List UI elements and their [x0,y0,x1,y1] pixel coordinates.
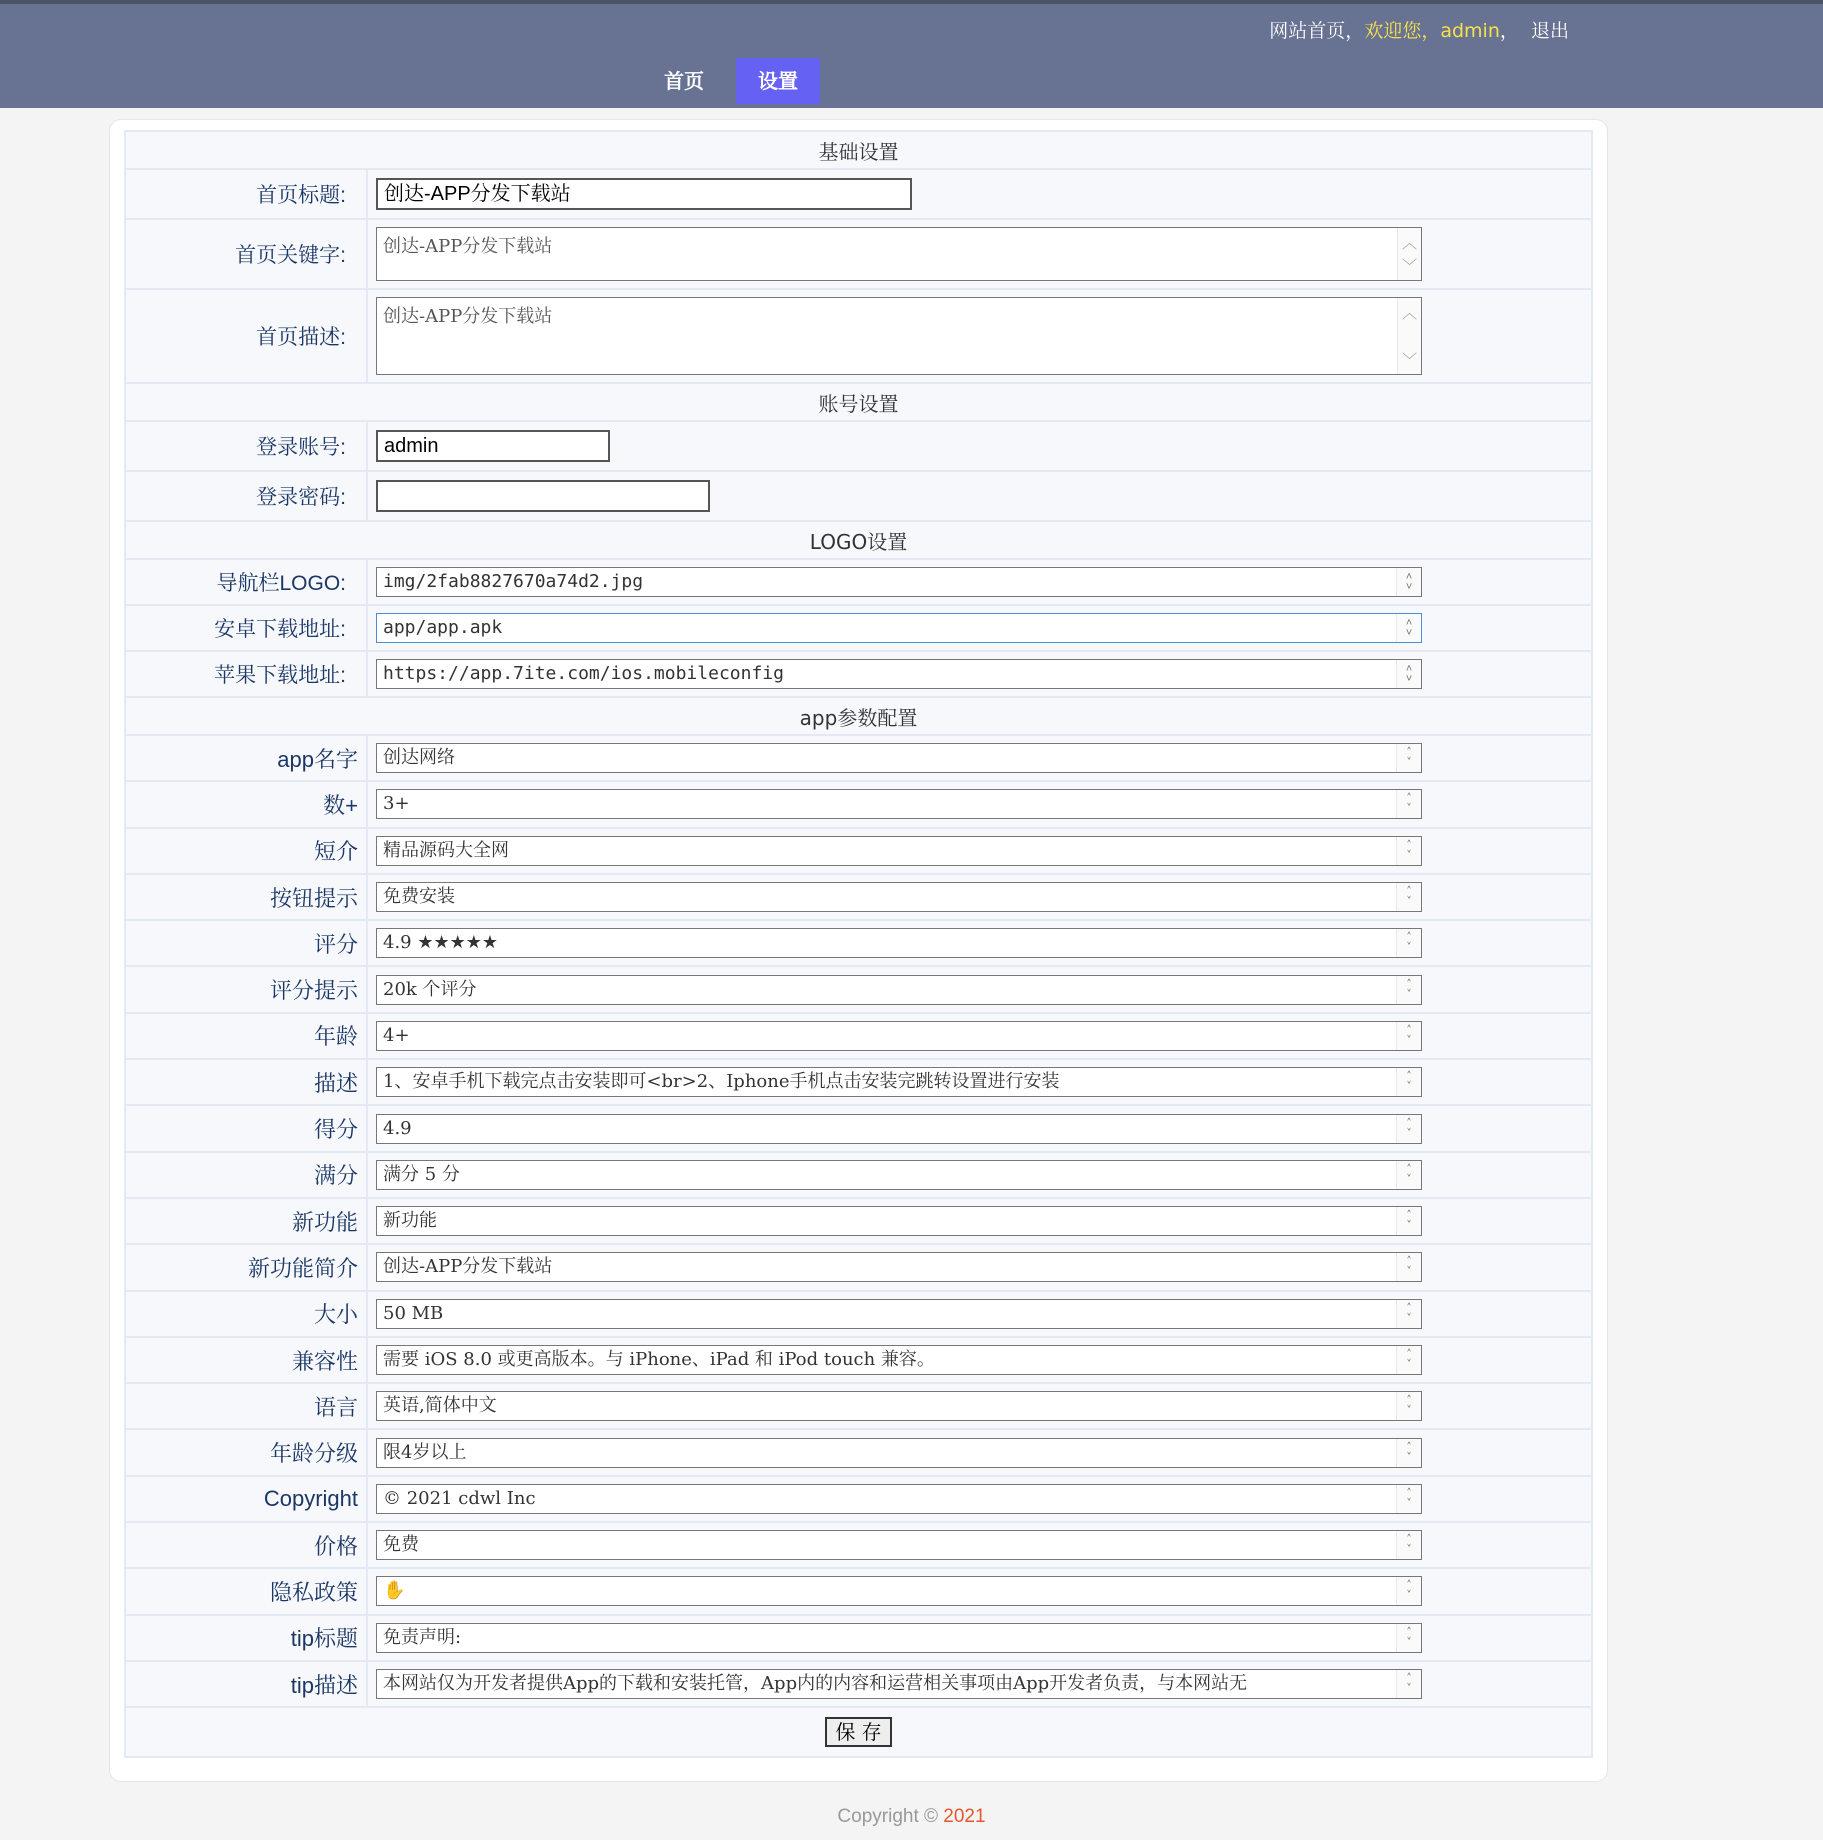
app-config-value: 精品源码大全网 [383,839,509,861]
app-config-label: tip描述 [125,1661,367,1707]
separator-text: ， [1499,20,1519,42]
app-config-row [125,1522,1592,1568]
spinner-icon[interactable]: ˄ ˅ [1396,660,1421,688]
home-desc-textarea[interactable] [376,297,1422,375]
app-config-value: 限4岁以上 [383,1441,467,1463]
app-config-row [125,920,1592,966]
app-config-row [125,1198,1592,1244]
home-keywords-textarea[interactable] [376,227,1422,281]
spinner-icon[interactable]: ˄ ˅ [1396,1392,1421,1420]
app-config-input[interactable] [376,1206,1422,1236]
app-config-input[interactable] [376,1252,1422,1282]
footer-copyright: Copyright © [837,1806,944,1827]
spinner-icon[interactable]: ˄ ˅ [1396,929,1421,957]
section-title-app: app参数配置 [125,697,1592,735]
app-config-value: 3+ [383,793,410,815]
app-config-value: 英语,简体中文 [383,1395,497,1417]
site-home-link[interactable]: 网站首页， [1269,20,1365,42]
app-config-value: 免责声明: [383,1626,462,1648]
app-config-input[interactable] [376,1345,1422,1375]
app-config-row [125,1476,1592,1522]
app-config-input[interactable] [376,1530,1422,1560]
spinner-icon[interactable]: ˄ ˅ [1396,1300,1421,1328]
settings-form [124,130,1593,1758]
app-config-value: 免费 [383,1534,419,1556]
scroll-down-icon[interactable]: ﹀ [1401,351,1417,369]
app-config-row [125,1013,1592,1059]
spinner-icon[interactable]: ˄ ˅ [1396,744,1421,772]
app-config-value: 4.9 ★★★★★ [383,932,499,954]
app-config-value: 4.9 [383,1117,412,1139]
app-config-value: © 2021 cdwl Inc [383,1487,536,1509]
app-config-input[interactable] [376,1576,1422,1606]
android-url-value: app/app.apk [383,617,503,638]
app-config-input[interactable] [376,1021,1422,1051]
app-config-input[interactable] [376,928,1422,958]
spinner-icon[interactable]: ˄ ˅ [1396,1531,1421,1559]
app-config-label: 得分 [125,1105,367,1151]
section-title-logo: LOGO设置 [125,521,1592,559]
main-nav [642,58,830,104]
spinner-icon[interactable]: ˄ ˅ [1396,1253,1421,1281]
home-keywords-value: 创达-APP分发下载站 [383,236,553,257]
app-config-input[interactable] [376,1391,1422,1421]
label-home-keywords: 首页关键字: [125,219,367,289]
section-title-account: 账号设置 [125,383,1592,421]
app-config-input[interactable] [376,1114,1422,1144]
spinner-icon[interactable]: ˄ ˅ [1396,568,1421,596]
app-config-label: 大小 [125,1291,367,1337]
android-url-input[interactable] [376,613,1422,643]
ios-url-input[interactable] [376,659,1422,689]
spinner-icon[interactable]: ˄ ˅ [1396,837,1421,865]
app-config-rows [125,735,1592,1707]
textarea-scrollbar[interactable] [1397,228,1421,280]
app-config-label: 评分提示 [125,966,367,1012]
app-config-label: 语言 [125,1383,367,1429]
app-config-label: 评分 [125,920,367,966]
app-config-label: tip标题 [125,1615,367,1661]
app-config-input[interactable] [376,1484,1422,1514]
app-config-label: app名字 [125,735,367,781]
app-config-label: 满分 [125,1152,367,1198]
app-config-input[interactable] [376,1067,1422,1097]
app-config-label: 新功能简介 [125,1244,367,1290]
app-config-input[interactable] [376,1160,1422,1190]
app-config-row [125,781,1592,827]
spinner-icon[interactable]: ˄ ˅ [1396,976,1421,1004]
login-password-input[interactable] [376,480,710,512]
nav-logo-input[interactable] [376,567,1422,597]
app-config-value: ✋ [383,1580,406,1602]
app-config-label: 隐私政策 [125,1568,367,1614]
app-config-value: 免费安装 [383,886,455,908]
app-config-row [125,874,1592,920]
app-config-value: 创达-APP分发下载站 [383,1256,553,1278]
scroll-up-icon[interactable]: ︿ [1401,234,1417,252]
spinner-icon[interactable]: ˄ ˅ [1396,1022,1421,1050]
app-config-label: 数+ [125,781,367,827]
scroll-up-icon[interactable]: ︿ [1401,304,1417,322]
spinner-icon[interactable]: ˄ ˅ [1396,883,1421,911]
app-config-value: 20k 个评分 [383,978,477,1000]
app-config-label: 描述 [125,1059,367,1105]
spinner-icon[interactable]: ˄ ˅ [1396,1346,1421,1374]
app-config-row [125,1105,1592,1151]
app-config-label: 年龄 [125,1013,367,1059]
login-account-input[interactable]: admin [376,430,610,462]
app-config-label: 新功能 [125,1198,367,1244]
spinner-icon[interactable]: ˄ ˅ [1396,1161,1421,1189]
app-config-row [125,1059,1592,1105]
tab-home[interactable]: 首页 [664,69,704,93]
app-config-input[interactable] [376,789,1422,819]
footer [0,1806,1823,1828]
label-android-url: 安卓下载地址: [125,605,367,651]
app-config-input[interactable] [376,743,1422,773]
app-config-value: 创达网络 [383,747,455,769]
app-config-input[interactable] [376,1623,1422,1653]
app-config-label: 价格 [125,1522,367,1568]
spinner-icon[interactable]: ˄ ˅ [1396,1670,1421,1698]
spinner-icon[interactable]: ˄ ˅ [1396,1068,1421,1096]
app-config-label: 短介 [125,828,367,874]
app-config-value: 50 MB [383,1302,444,1324]
app-config-label: 年龄分级 [125,1429,367,1475]
app-config-row [125,1383,1592,1429]
app-config-row [125,1152,1592,1198]
app-config-input[interactable] [376,836,1422,866]
app-config-row [125,1291,1592,1337]
app-config-row [125,828,1592,874]
app-config-label: Copyright [125,1476,367,1522]
app-config-value: 本网站仅为开发者提供App的下载和安装托管，App内的内容和运营相关事项由App开发者负责，与本网站无 [383,1673,1248,1695]
home-title-input[interactable]: 创达-APP分发下载站 [376,178,912,210]
scroll-down-icon[interactable]: ﹀ [1401,257,1417,275]
label-login-account: 登录账号: [125,421,367,471]
label-home-desc: 首页描述: [125,289,367,383]
save-button[interactable]: 保 存 [825,1717,891,1747]
app-config-row [125,1244,1592,1290]
ios-url-value: https://app.7ite.com/ios.mobileconfig [383,663,784,684]
spinner-icon[interactable]: ˄ ˅ [1396,1439,1421,1467]
label-home-title: 首页标题: [125,169,367,219]
app-config-input[interactable] [376,1299,1422,1329]
app-config-row [125,1429,1592,1475]
app-config-value: 4+ [383,1024,410,1046]
app-config-row [125,1661,1592,1707]
label-login-password: 登录密码: [125,471,367,521]
app-config-label: 兼容性 [125,1337,367,1383]
footer-year: 2021 [943,1806,986,1827]
app-config-input[interactable] [376,882,1422,912]
welcome-text: 欢迎您， [1364,20,1441,42]
section-title-basic: 基础设置 [125,131,1592,169]
save-row [125,1707,1592,1757]
logout-link[interactable]: 退出 [1530,20,1569,42]
app-config-input[interactable] [376,1438,1422,1468]
home-desc-value: 创达-APP分发下载站 [383,306,553,327]
app-config-input[interactable] [376,1669,1422,1699]
app-config-value: 新功能 [383,1210,437,1232]
app-config-row [125,966,1592,1012]
app-config-row [125,1568,1592,1614]
app-config-row [125,1615,1592,1661]
textarea-scrollbar[interactable] [1397,298,1421,374]
label-ios-url: 苹果下载地址: [125,651,367,697]
nav-logo-value: img/2fab8827670a74d2.jpg [383,571,644,592]
spinner-icon[interactable]: ˄ ˅ [1396,1485,1421,1513]
spinner-icon[interactable]: ˄ ˅ [1396,1577,1421,1605]
spinner-icon[interactable]: ˄ ˅ [1396,1624,1421,1652]
app-config-value: 需要 iOS 8.0 或更高版本。与 iPhone、iPad 和 iPod touch 兼容。 [383,1349,935,1370]
app-config-input[interactable] [376,975,1422,1005]
spinner-icon[interactable]: ˄ ˅ [1396,790,1421,818]
app-config-label: 按钮提示 [125,874,367,920]
app-config-value: 满分 5 分 [383,1163,460,1185]
username-text: admin [1440,20,1500,42]
tab-settings[interactable]: 设置 [736,58,820,104]
spinner-icon[interactable]: ˄ ˅ [1396,1207,1421,1235]
top-links [1269,16,1569,43]
app-config-value: 1、安卓手机下载完点击安装即可<br>2、Iphone手机点击安装完跳转设置进行安装 [383,1071,1060,1093]
app-config-row [125,1337,1592,1383]
label-nav-logo: 导航栏LOGO: [125,559,367,605]
top-bar [0,0,1823,108]
spinner-icon[interactable]: ˄ ˅ [1396,1115,1421,1143]
spinner-icon[interactable]: ˄ ˅ [1396,614,1421,642]
app-config-row [125,735,1592,781]
